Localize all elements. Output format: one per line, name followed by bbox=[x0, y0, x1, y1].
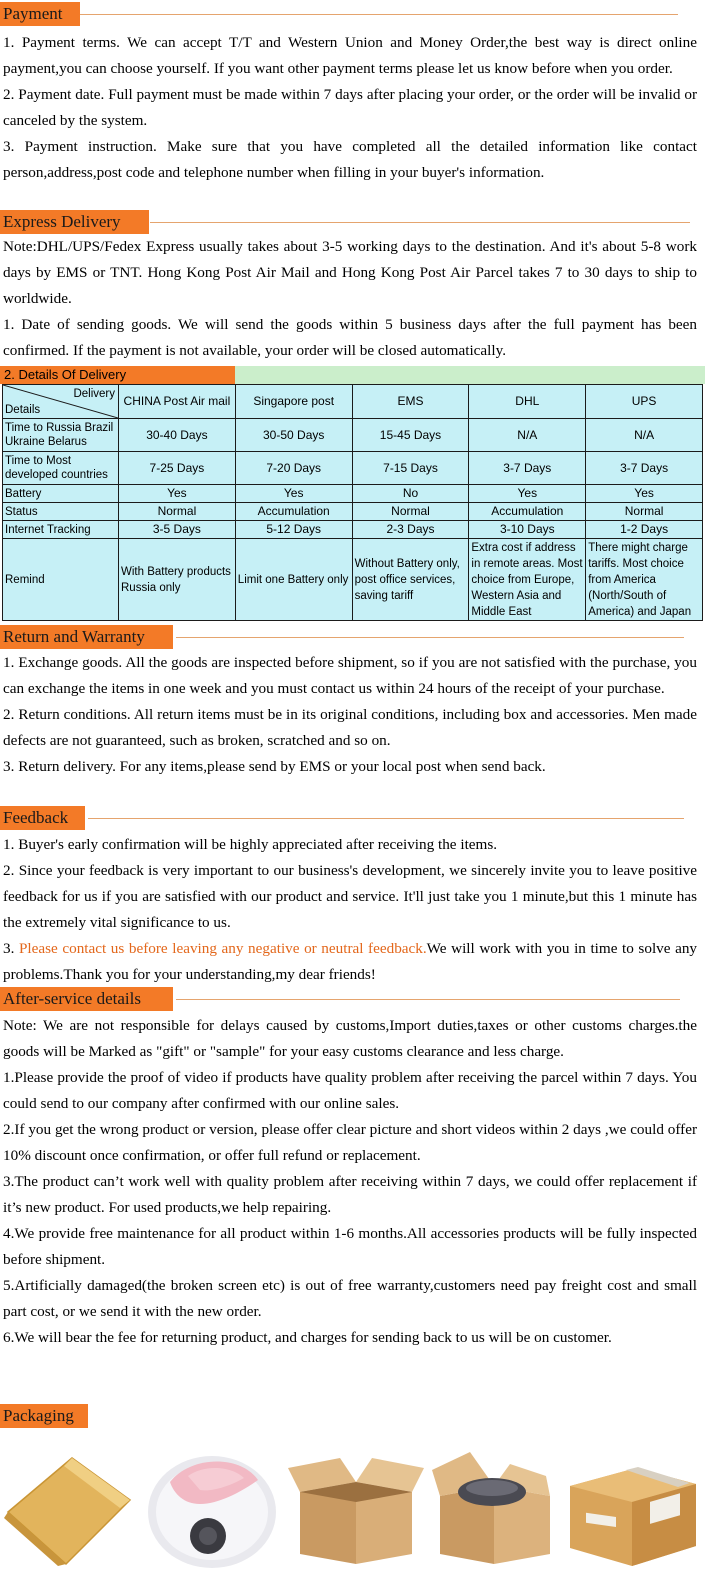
table-cell: 3-7 Days bbox=[586, 452, 703, 485]
table-cell: 7-15 Days bbox=[352, 452, 469, 485]
table-cell: 15-45 Days bbox=[352, 419, 469, 452]
returns-exchange: 1. Exchange goods. All the goods are inspected before shipment, so if you are not satisfied with the purchase, you can exchange the items in one week and you must contact us within 24 hours of the receipt of your purchase. bbox=[3, 654, 697, 697]
payment-title: Payment bbox=[0, 2, 80, 26]
row-label: Time to Russia Brazil Ukraine Belarus bbox=[3, 419, 119, 452]
express-sending-date: 1. Date of sending goods. We will send the goods within 5 business days after the full payment has been confirmed. If the payment is not available, your order will be closed automatically. bbox=[3, 316, 697, 359]
column-header: EMS bbox=[352, 385, 469, 419]
after-service-item: 3.The product can’t work well with quality problem after receiving within 7 days, we could offer replacement if it’s new product. For used products,we help repairing. bbox=[3, 1173, 697, 1216]
after-service-section bbox=[0, 987, 705, 1346]
table-cell: Limit one Battery only bbox=[235, 539, 352, 621]
header-rule bbox=[176, 637, 684, 638]
express-title: Express Delivery bbox=[0, 210, 149, 234]
packed-box-image bbox=[430, 1446, 560, 1572]
table-cell: Yes bbox=[586, 485, 703, 503]
table-cell: Extra cost if address in remote areas. Most choice from Europe, Western Asia and Middle East bbox=[469, 539, 586, 621]
table-cell: 3-7 Days bbox=[469, 452, 586, 485]
express-header bbox=[0, 210, 705, 234]
table-cell: There might charge tariffs. Most choice from America (North/South of America) and Japan bbox=[586, 539, 703, 621]
table-row bbox=[3, 485, 703, 503]
column-header: DHL bbox=[469, 385, 586, 419]
feedback-invite: 2. Since your feedback is very important to our business's development, we sincerely invite you to leave positive feedback for us if you are satisfied with our product and service. It'll just take you 1 minute,but this 1 minute has the extremely vital significance to us. bbox=[3, 862, 697, 931]
sealed-box-image bbox=[566, 1454, 700, 1570]
padded-envelope-image bbox=[2, 1452, 134, 1570]
express-section bbox=[0, 210, 705, 359]
table-cell: 3-10 Days bbox=[469, 521, 586, 539]
table-cell: N/A bbox=[469, 419, 586, 452]
table-cell: Yes bbox=[235, 485, 352, 503]
table-row bbox=[3, 419, 703, 452]
table-cell: Normal bbox=[352, 503, 469, 521]
header-rule bbox=[80, 14, 678, 15]
table-cell: With Battery products Russia only bbox=[119, 539, 236, 621]
table-row bbox=[3, 521, 703, 539]
feedback-highlight: Please contact us before leaving any negative or neutral feedback. bbox=[18, 940, 427, 957]
table-cell: Accumulation bbox=[469, 503, 586, 521]
packaging-section bbox=[0, 1404, 705, 1572]
table-cell: Yes bbox=[119, 485, 236, 503]
table-header-row bbox=[3, 385, 703, 419]
table-cell: 5-12 Days bbox=[235, 521, 352, 539]
delivery-table bbox=[2, 384, 703, 621]
table-row bbox=[3, 452, 703, 485]
row-label: Remind bbox=[3, 539, 119, 621]
after-service-item: 6.We will bear the fee for returning product, and charges for sending back to us will be on customer. bbox=[3, 1329, 612, 1346]
after-service-header bbox=[0, 987, 705, 1011]
row-label: Battery bbox=[3, 485, 119, 503]
corner-label-details: Details bbox=[5, 404, 41, 416]
after-service-item: 2.If you get the wrong product or version, please offer clear picture and short videos within 2 days ,we could offer 10% discount once confirmation, or offer full refund or replacement. bbox=[3, 1121, 697, 1164]
after-service-item: 4.We provide free maintenance for all product within 1-6 months.All accessories products will be fully inspected before shipment. bbox=[3, 1225, 697, 1268]
bubble-wrap-image bbox=[140, 1442, 282, 1572]
express-note: Note:DHL/UPS/Fedex Express usually takes about 3-5 working days to the destination. And it's about 5-8 work days by EMS or TNT. Hong Kong Post Air Mail and Hong Kong Post Air Parcel takes 7 to 30 days to ship to worldwide. bbox=[3, 238, 697, 307]
table-cell: N/A bbox=[586, 419, 703, 452]
table-cell: Normal bbox=[586, 503, 703, 521]
table-cell: Accumulation bbox=[235, 503, 352, 521]
feedback-p3-prefix: 3. bbox=[3, 940, 19, 957]
payment-terms: 1. Payment terms. We can accept T/T and Western Union and Money Order,the best way is direct online payment,you can choose yourself. If you want other payment terms please let us know before when you order. bbox=[3, 34, 697, 77]
payment-date: 2. Payment date. Full payment must be made within 7 days after placing your order, or the order will be invalid or canceled by the system. bbox=[3, 86, 697, 129]
feedback-contact bbox=[0, 936, 705, 988]
returns-title: Return and Warranty bbox=[0, 625, 173, 649]
row-label: Status bbox=[3, 503, 119, 521]
table-cell: Without Battery only, post office services, saving tariff bbox=[352, 539, 469, 621]
payment-section bbox=[0, 2, 705, 181]
table-cell: 30-50 Days bbox=[235, 419, 352, 452]
packaging-title: Packaging bbox=[0, 1404, 88, 1428]
row-label: Internet Tracking bbox=[3, 521, 119, 539]
table-row bbox=[3, 539, 703, 621]
table-cell: 7-20 Days bbox=[235, 452, 352, 485]
returns-conditions: 2. Return conditions. All return items must be in its original conditions, including box and accessories. Men made defects are not guaranteed, such as broken, scratched and so on. bbox=[3, 706, 697, 749]
column-header: CHINA Post Air mail bbox=[119, 385, 236, 419]
after-service-note: Note: We are not responsible for delays caused by customs,Import duties,taxes or other customs charges.the goods will be Marked as "gift" or "sample" for your easy customs clearance and less charge. bbox=[3, 1017, 697, 1060]
after-service-item: 1.Please provide the proof of video if products have quality problem after receiving the parcel within 7 days. You could send to our company after confirmed with our online sales. bbox=[3, 1069, 697, 1112]
delivery-title: 2. Details Of Delivery bbox=[0, 366, 235, 384]
table-corner-cell bbox=[3, 385, 119, 419]
returns-delivery: 3. Return delivery. For any items,please send by EMS or your local post when send back. bbox=[3, 758, 546, 775]
delivery-section bbox=[0, 366, 705, 622]
table-cell: No bbox=[352, 485, 469, 503]
feedback-early-confirmation: 1. Buyer's early confirmation will be highly appreciated after receiving the items. bbox=[3, 836, 498, 853]
header-rule bbox=[176, 999, 680, 1000]
feedback-p3-rest: We will work with you in time to solve any problems.Thank you for your understanding,my dear friends! bbox=[3, 940, 698, 983]
table-cell: 30-40 Days bbox=[119, 419, 236, 452]
payment-instruction: 3. Payment instruction. Make sure that you have completed all the detailed information like contact person,address,post code and telephone number when filling in your buyer's information. bbox=[3, 138, 697, 181]
table-cell: 7-25 Days bbox=[119, 452, 236, 485]
table-cell: Normal bbox=[119, 503, 236, 521]
corner-label-delivery: Delivery bbox=[73, 388, 115, 400]
table-cell: 3-5 Days bbox=[119, 521, 236, 539]
payment-header bbox=[0, 2, 705, 26]
header-rule bbox=[88, 818, 684, 819]
delivery-header-bar bbox=[0, 366, 705, 384]
after-service-item: 5.Artificially damaged(the broken screen etc) is out of free warranty,customers need pay freight cost and small part cost, or we send it with the new order. bbox=[3, 1277, 697, 1320]
packaging-header bbox=[0, 1404, 705, 1428]
table-cell: 2-3 Days bbox=[352, 521, 469, 539]
after-service-title: After-service details bbox=[0, 987, 173, 1011]
table-row bbox=[3, 503, 703, 521]
open-box-image bbox=[286, 1446, 426, 1572]
feedback-section bbox=[0, 806, 705, 983]
row-label: Time to Most developed countries bbox=[3, 452, 119, 485]
returns-section bbox=[0, 625, 705, 775]
feedback-title: Feedback bbox=[0, 806, 85, 830]
header-rule bbox=[150, 222, 690, 223]
table-cell: 1-2 Days bbox=[586, 521, 703, 539]
column-header: Singapore post bbox=[235, 385, 352, 419]
table-cell: Yes bbox=[469, 485, 586, 503]
feedback-header bbox=[0, 806, 705, 830]
column-header: UPS bbox=[586, 385, 703, 419]
returns-header bbox=[0, 625, 705, 649]
